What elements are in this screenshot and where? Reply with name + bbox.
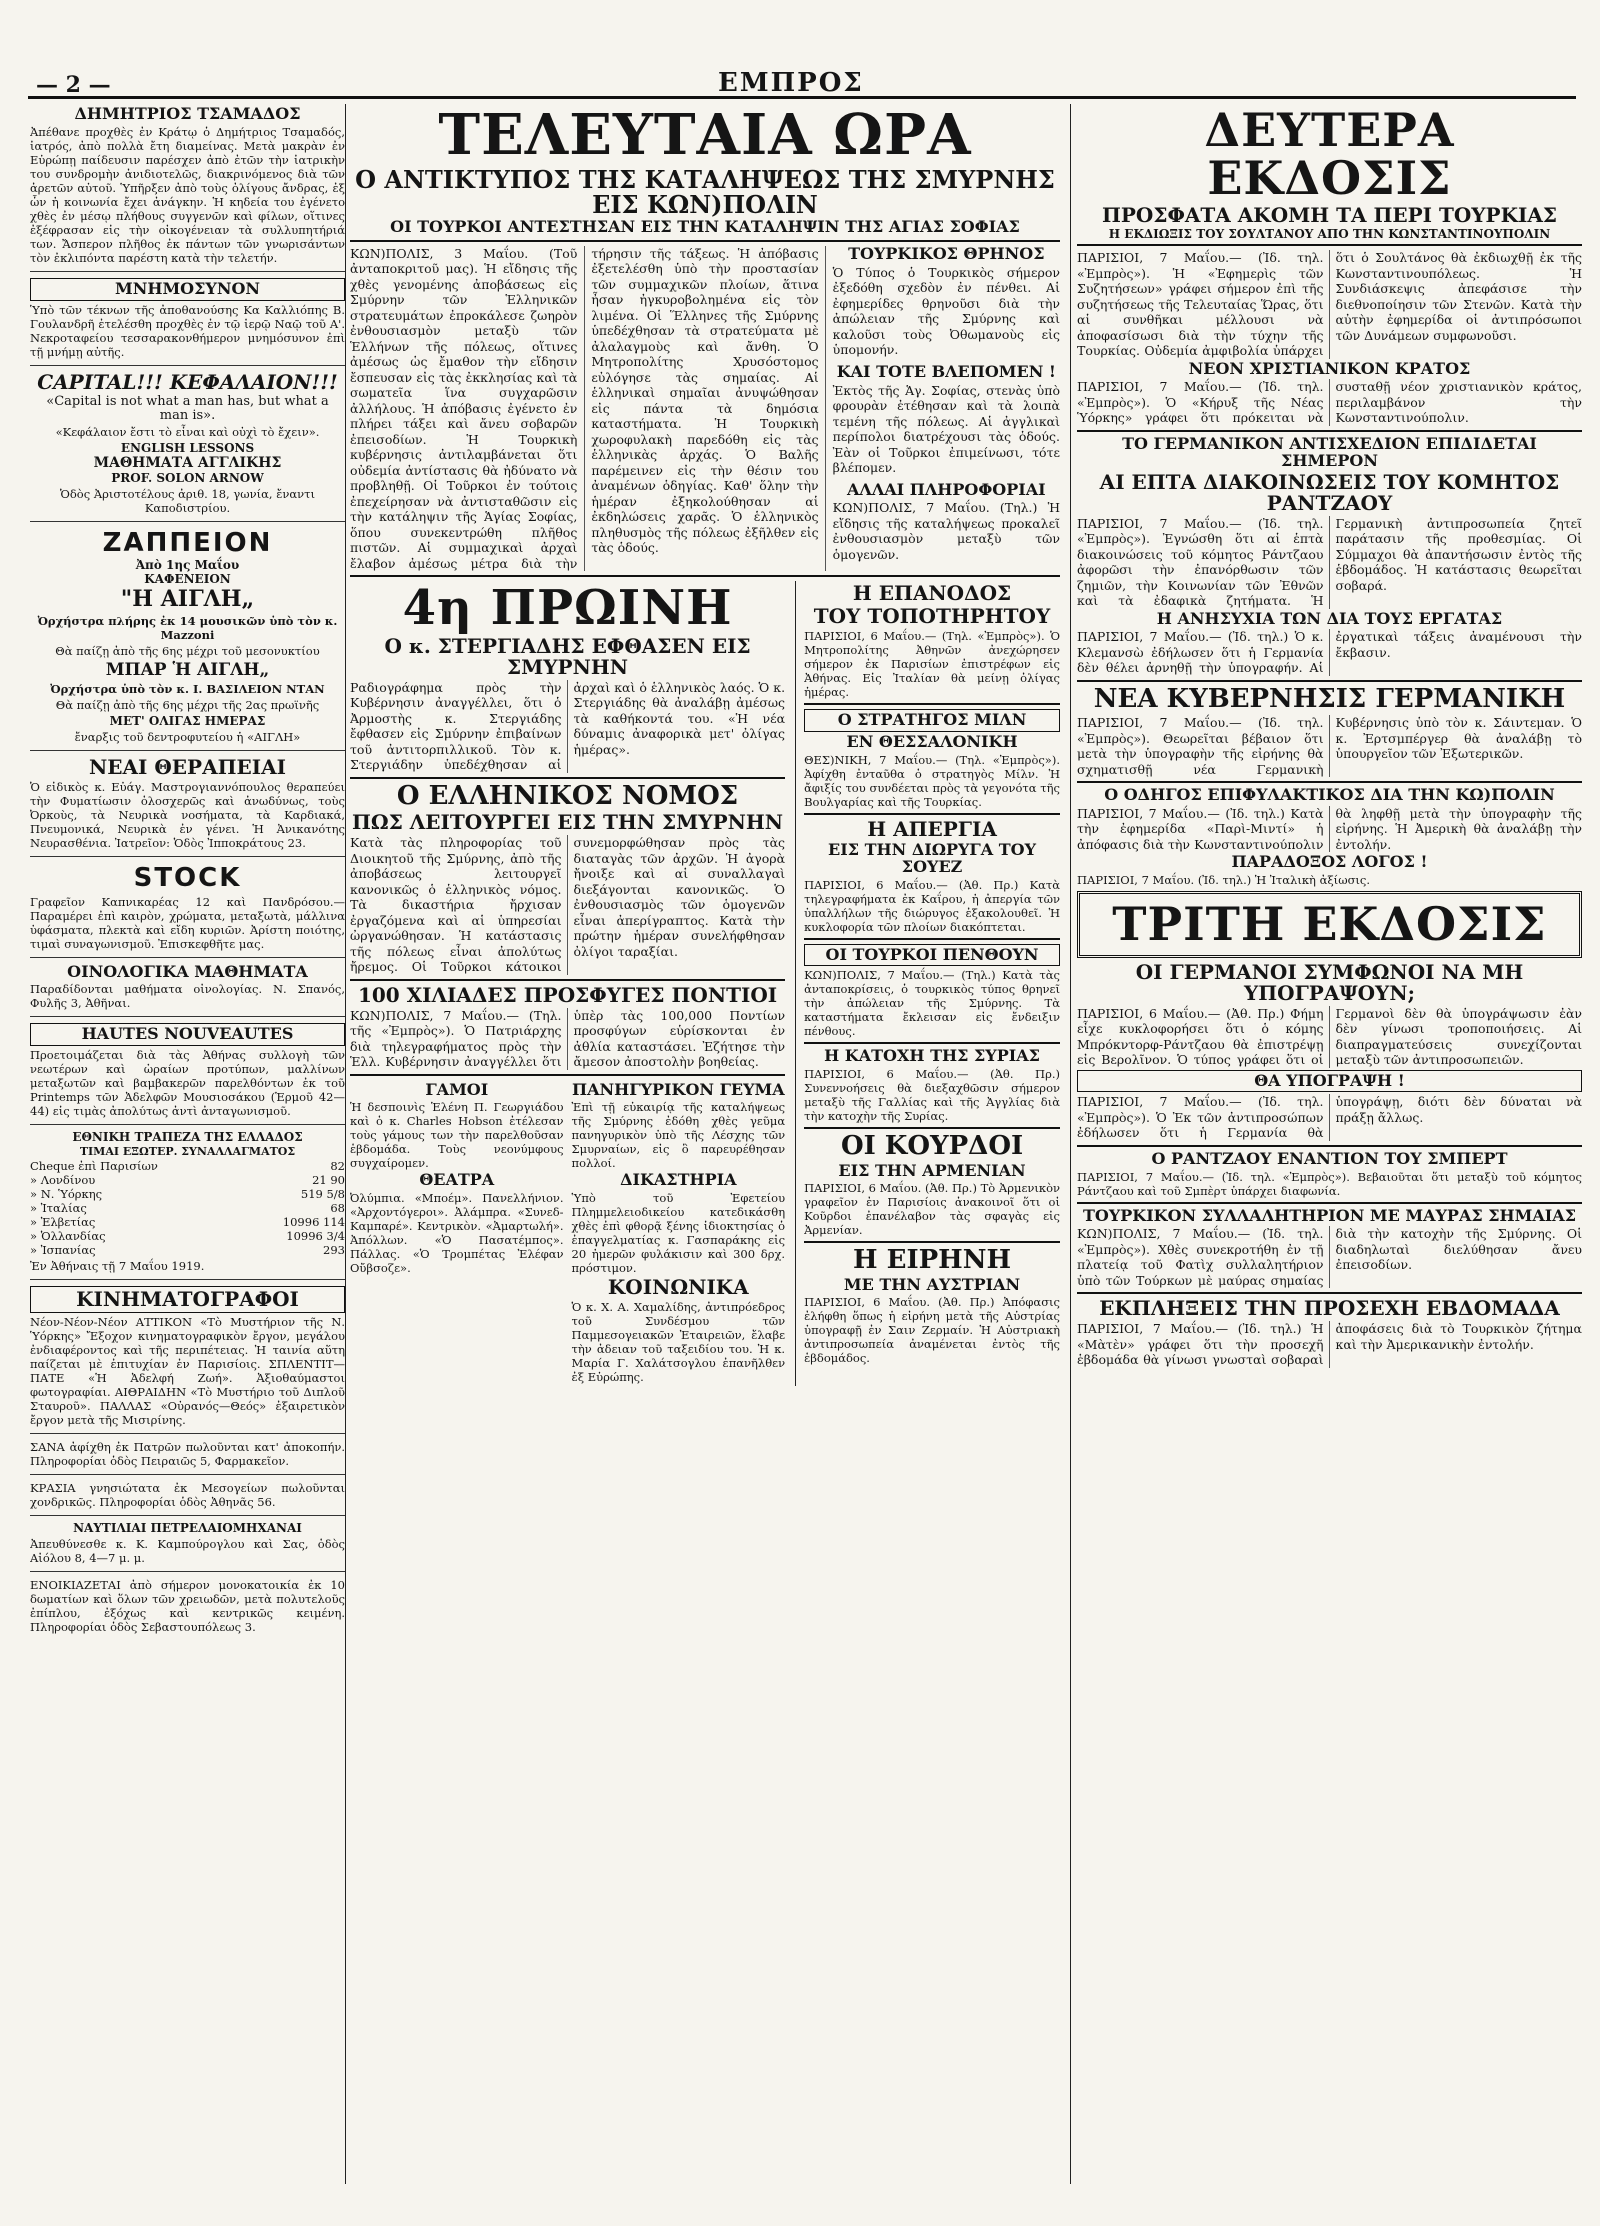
- rally-headline: ΤΟΥΡΚΙΚΟΝ ΣΥΛΛΑΛΗΤΗΡΙΟΝ ΜΕ ΜΑΥΡΑΣ ΣΗΜΑΙΑΣ: [1082, 1205, 1577, 1225]
- guide-text: ΠΑΡΙΣΙΟΙ, 7 Μαΐου.— (Ἰδ. τηλ.) Κατὰ τὴν ἐφημερίδα «Παρὶ-Μιντί» ἡ ἀπόφασις διὰ τὴν Κωνσταντινούπολιν θὰ ληφθῇ μετὰ τὴν ὑπογραφὴν τῆς εἰρήνης. Ἡ Ἀμερικὴ θὰ ἀναλάβῃ τὴν ἐντολήν.: [1077, 805, 1582, 852]
- strike-subheadline: ΕΙΣ ΤΗΝ ΔΙΩΡΥΓΑ ΤΟΥ ΣΟΥΕΖ: [828, 840, 1037, 876]
- dinner-section: [572, 1080, 786, 1387]
- hautes-ad: [30, 1023, 345, 1125]
- strike-text: ΠΑΡΙΣΙΟΙ, 6 Μαΐου.— (Ἀθ. Πρ.) Κατὰ τηλεγραφήματα ἐκ Καΐρου, ἡ ἀπεργία τῶν ὑπαλλήλων τῆς διώρυγος ἐξακολουθεῖ. Ἡ κυκλοφορία τῶν πλοίων διακόπτεται.: [804, 877, 1060, 934]
- english-lessons: ENGLISH LESSONS: [120, 440, 255, 455]
- tourkiko-title: ΤΟΥΡΚΙΚΟΣ ΘΡΗΝΟΣ: [848, 243, 1045, 263]
- wine-lessons-text: Παραδίδονται μαθήματα οἰνολογίας. Ν. Σπανός, Φυλῆς 3, Ἀθῆναι.: [30, 982, 345, 1011]
- tourkiko-text: Ὁ Τύπος ὁ Τουρκικὸς σήμερον ἐξεδόθη σχεδὸν ἐν πένθει. Αἱ ἐφημερίδες θρηνοῦσι διὰ τὴν ἀπώλειαν τῆς Σμύρνης καὶ καλοῦσι τοὺς Ὀθωμανοὺς εἰς ὑπομονήν.: [832, 264, 1060, 358]
- paradox-text: ΠΑΡΙΣΙΟΙ, 7 Μαΐου. (Ἰδ. τηλ.) Ἡ Ἰταλικὴ ἀξίωσις.: [1077, 873, 1371, 888]
- right-section: [1070, 104, 1582, 2184]
- new-state-headline: ΝΕΟΝ ΧΡΙΣΤΙΑΝΙΚΟΝ ΚΡΑΤΟΣ: [1188, 358, 1471, 378]
- mourning-text: ΚΩΝ)ΠΟΛΙΣ, 7 Μαΐου.— (Τηλ.) Κατὰ τὰς ἀνταποκρίσεις, ὁ τουρκικὸς τύπος θρηνεῖ τὴν ἀπώλειαν τῆς Σμύρνης. Τὰ καταστήματα ἔκλεισαν εἰς ἔνδειξιν πένθους.: [804, 968, 1060, 1039]
- exchange-row: Cheque ἐπὶ Παρισίων 82: [30, 1159, 345, 1174]
- law-text: Κατὰ τὰς πληροφορίας τοῦ Διοικητοῦ τῆς Σμύρνης, ἀπὸ τῆς ἀποβάσεως λειτουργεῖ κανονικῶς ὁ ἑλληνικὸς νόμος. Τὰ δικαστήρια ἤρχισαν ἐργαζόμενα καὶ αἱ ὑπηρεσίαι ὠργανώθησαν. Ἡ κατάστασις τῆς πόλεως εἶναι ἀπολύτως ἤρεμος. Οἱ Τοῦρκοι κάτοικοι συνεμορφώθησαν πρὸς τὰς διαταγὰς τῶν ἀρχῶν. Ἡ ἀγορὰ ἤνοιξε καὶ αἱ συναλλαγαὶ διεξάγονται κανονικῶς. Ὁ ἐνθουσιασμὸς τῶν ὁμογενῶν εἶναι ἀπερίγραπτος. Κατὰ τὴν πρώτην ἡμέραν συνελήφθησαν ὀλίγοι ταραξίαι.: [350, 835, 786, 975]
- milne-headline: Ο ΣΤΡΑΤΗΓΟΣ ΜΙΛΝ: [804, 709, 1060, 732]
- aigli-name: "Η ΑΙΓΛΗ„: [120, 585, 255, 612]
- schubert-text: ΠΑΡΙΣΙΟΙ, 7 Μαΐου.— (Ἰδ. τηλ. «Ἐμπρὸς»). Βεβαιοῦται ὅτι μεταξὺ τοῦ κόμητος Ράντζαου καὶ τοῦ Σμπὲρτ ὑπάρχει διαφωνία.: [1077, 1169, 1582, 1198]
- dinner-text: Ἐπὶ τῇ εὐκαιρίᾳ τῆς καταλήψεως τῆς Σμύρνης ἐδόθη χθὲς γεῦμα πανηγυρικὸν ὑπὸ τῆς Λέσχης τῶν Σμυρναίων, εἰς ὃ παρευρέθησαν πολλοί.: [571, 1100, 786, 1171]
- soon-label: ΜΕΤ' ΟΛΙΓΑΣ ΗΜΕΡΑΣ: [109, 713, 266, 728]
- therapies-title: ΝΕΑΙ ΘΕΡΑΠΕΙΑΙ: [89, 754, 286, 779]
- lower-small-news: [350, 1080, 785, 1387]
- syria-text: ΠΑΡΙΣΙΟΙ, 6 Μαΐου.— (Ἀθ. Πρ.) Συνεννοήσεις θὰ διεξαχθῶσιν σήμερον μεταξὺ τῆς Γαλλίας καὶ τῆς Ἀγγλίας διὰ τὴν κατοχὴν τῆς Συρίας.: [804, 1067, 1060, 1124]
- exchange-row: » Ν. Ὑόρκης 519 5/8: [30, 1187, 345, 1202]
- workers-text: ΠΑΡΙΣΙΟΙ, 7 Μαΐου.— (Ἰδ. τηλ.) Ὁ κ. Κλεμανσὼ ἐδήλωσεν ὅτι ἡ Γερμανία δὲν θέλει ἀρνηθῇ τὴν ὑπογραφήν. Αἱ ἐργατικαὶ τάξεις ἀναμένουσι τὴν ἔκβασιν.: [1077, 629, 1582, 676]
- orchestra-2: Ὀρχήστρα ὑπὸ τὸν κ. Ι. ΒΑΣΙΛΕΙΟΝ ΝΤΑΝ: [50, 681, 325, 696]
- kurds-headline: ΟΙ ΚΟΥΡΔΟΙ: [840, 1131, 1024, 1162]
- stock-title: STOCK: [133, 862, 242, 893]
- zappeion-title: ΖΑΠΠΕΙΟΝ: [102, 527, 273, 558]
- therapies-ad: [30, 754, 345, 857]
- smyrna-headline: Ο ΑΝΤΙΚΤΥΠΟΣ ΤΗΣ ΚΑΤΑΛΗΨΕΩΣ ΤΗΣ ΣΜΥΡΝΗΣ ΕΙΣ ΚΩΝ)ΠΟΛΙΝ: [355, 164, 1055, 219]
- cinemas-title: ΚΙΝΗΜΑΤΟΓΡΑΦΟΙ: [30, 1286, 345, 1313]
- capital-quote: «Capital is not what a man has, but what a man is».: [46, 393, 329, 423]
- german-text: ΠΑΡΙΣΙΟΙ, 7 Μαΐου.— (Ἰδ. τηλ. «Ἐμπρὸς»). Ἐγνώσθη ὅτι αἱ ἑπτὰ διακοινώσεις τοῦ κόμητος Ράντζαου ἀφορῶσι τὴν ἐπανόρθωσιν τῶν ζημιῶν, τὴν Κοινωνίαν τῶν Ἐθνῶν καὶ τὰ ἐδαφικὰ ζητήματα. Ἡ Γερμανικὴ ἀντιπροσωπεία ζητεῖ παράτασιν τῆς προθεσμίας. Οἱ Σύμμαχοι θὰ ἀπαντήσωσιν ἐντὸς τῆς ἑβδομάδος. Ἡ κατάστασις θεωρεῖται σοβαρά.: [1077, 515, 1582, 609]
- lower-middle-right: [795, 581, 1060, 1386]
- strike-headline: Η ΑΠΕΡΓΙΑ: [867, 817, 997, 842]
- rent-ad: [30, 1578, 345, 1634]
- classified-sana: [30, 1440, 345, 1475]
- lower-middle: [350, 581, 1060, 1386]
- theatres-title: ΘΕΑΤΡΑ: [419, 1170, 495, 1190]
- weddings-text: Ἡ δεσποινὶς Ἑλένη Π. Γεωργιάδου καὶ ὁ κ. Charles Hobson ἐτέλεσαν τοὺς γάμους των τὴν παρελθοῦσαν ἑβδομάδα. Τοὺς νεονύμφους συγχαίρομεν.: [350, 1100, 564, 1171]
- therapies-text: Ὁ εἰδικὸς κ. Εὐάγ. Μαστρογιαννόπουλος θεραπεύει τὴν Φυματίωσιν ὁλοσχερῶς καὶ ἀνωδύνως, τοὺς Ὀρκοὺς, τὰ Νευρικὰ νοσήματα, τὰ Καρδιακά, Πνευμονικά, Νευρικὰ ἐν γένει. Ἡ Ἀνικανότης Νευρασθένια. Ἰατρεῖον: Ὁδὸς Ἰπποκράτους 23.: [30, 779, 345, 850]
- turkey-text: ΠΑΡΙΣΙΟΙ, 7 Μαΐου.— (Ἰδ. τηλ. «Ἐμπρὸς»). Ἡ «Ἐφημερὶς τῶν Συζητήσεων» γράφει σήμερον ἐπὶ τῆς συζητήσεως τῆς Τελευταίας Ὥρας, ὅτι αἱ συνθῆκαι μέλλουσι νὰ ἀποφασίσωσι διὰ τὴν τύχην τῆς Τουρκίας. Οὐδεμία ἀμφιβολία ὑπάρχει ὅτι ὁ Σουλτάνος θὰ ἐκδιωχθῇ ἐκ τῆς Κωνσταντινουπόλεως. Ἡ Συνδιάσκεψις ἀπεφάσισε τὴν διεθνοποίησιν τῶν Στενῶν. Κατὰ τὴν αὐτὴν ἐφημερίδα οἱ ἀντιπρόσωποι τῶν Δυνάμεων συμφωνοῦσι.: [1077, 250, 1582, 359]
- left-column: [30, 104, 346, 2184]
- social-title: ΚΟΙΝΩΝΙΚΑ: [607, 1275, 749, 1300]
- turkey-subheadline: Η ΕΚΔΙΩΞΙΣ ΤΟΥ ΣΟΥΛΤΑΝΟΥ ΑΠΟ ΤΗΝ ΚΩΝΣΤΑΝΤΙΝΟΥΠΟΛΙΝ: [1108, 226, 1551, 241]
- return-headline: Η ΕΠΑΝΟΔΟΣ: [852, 581, 1012, 606]
- morning-banner: 4η ΠΡΩΙΝΗ: [402, 580, 733, 637]
- agree-text: ΠΑΡΙΣΙΟΙ, 6 Μαΐου.— (Ἀθ. Πρ.) Φήμη εἶχε κυκλοφορήσει ὅτι ὁ κόμης Μπρόκντορφ-Ράντζαου θὰ ἐπιστρέψῃ εἰς Βερολῖνον. Ὁ τύπος γράφει ὅτι οἱ Γερμανοὶ δὲν θὰ ὑπογράψωσιν ἐὰν δὲν γίνωσι τροποποιήσεις. Αἱ διαπραγματεύσεις συνεχίζονται μεταξὺ τῶν ἀντιπροσωπειῶν.: [1077, 1005, 1582, 1068]
- obituary-title: ΔΗΜΗΤΡΙΟΣ ΤΣΑΜΑΔΟΣ: [74, 104, 301, 123]
- orchestra-1-hours: Θὰ παίζῃ ἀπὸ τῆς 6ης μέχρι τοῦ μεσονυκτίου: [55, 643, 320, 658]
- government-headline: ΝΕΑ ΚΥΒΕΡΝΗΣΙΣ ΓΕΡΜΑΝΙΚΗ: [1093, 683, 1566, 714]
- exchange-table: [30, 1159, 345, 1257]
- lessons-title: ΜΑΘΗΜΑΤΑ ΑΓΓΛΙΚΗΣ: [93, 454, 282, 471]
- second-edition-banner: ΔΕΥΤΕΡΑ ΕΚΔΟΣΙΣ: [1204, 104, 1455, 206]
- bar-name: ΜΠΑΡ Ἡ ΑΙΓΛΗ„: [105, 659, 270, 680]
- courts-title: ΔΙΚΑΣΤΗΡΙΑ: [620, 1170, 737, 1190]
- page-number: — 2 —: [36, 72, 111, 98]
- professor-name: PROF. SOLON ARNOW: [111, 470, 264, 485]
- stergiadis-headline: Ο κ. ΣΤΕΡΓΙΑΔΗΣ ΕΦΘΑΣΕΝ ΕΙΣ ΣΜΥΡΝΗΝ: [384, 633, 751, 679]
- memorial-section: [30, 278, 345, 366]
- hautes-text: Προετοιμάζεται διὰ τὰς Ἀθήνας συλλογὴ τῶν νεωτέρων καὶ ὡραίων προτύπων, μαλλίνων μεταξωτῶν καὶ βαμβακερῶν παρελθόντων ἐκ τοῦ Printemps τῶν Ἀδελφῶν Μουσιοσάκου (Ἑρμοῦ 42—44) εἰς τιμὰς ἀπολύτως ἀντὶ ἀνταγωνισμοῦ.: [30, 1048, 345, 1119]
- bank-subtitle: ΤΙΜΑΙ ΕΞΩΤΕΡ. ΣΥΝΑΛΛΑΓΜΑΤΟΣ: [79, 1144, 296, 1158]
- stock-text: Γραφεῖον Καπνικαρέας 12 καὶ Πανδρόσου.— Παραμέρει ἐπὶ καιρὸν, χρώματα, μεταξωτὰ, μάλλινα ὑφάσματα, πλεκτὰ καὶ εἴδη κυριῶν. Ἀρίστη ποιότης, τιμαὶ συναγωνισμοῦ. Ἐπισκεφθῆτε μας.: [30, 894, 345, 951]
- will-sign-headline: ΘΑ ΥΠΟΓΡΑΨΗ !: [1077, 1070, 1582, 1093]
- exchange-row: » Λονδίνου 21 90: [30, 1173, 345, 1188]
- courts-text: Ὑπὸ τοῦ Ἐφετείου Πλημμελειοδικείου κατεδικάσθη χθὲς ἐπὶ φθορᾷ ξένης ἰδιοκτησίας ὁ ἐπαγγελματίας κ. Γασπαράκης εἰς 20 ἡμερῶν φυλάκισιν καὶ 300 δρχ. πρόστιμον.: [571, 1191, 786, 1276]
- rent-text: ΕΝΟΙΚΙΑΖΕΤΑΙ ἀπὸ σήμερον μονοκατοικία ἐκ 10 δωματίων καὶ ὅλων τῶν χρειωδῶν, μετὰ πολυτελοῦς ἐπίπλου, ἐξόχως καὶ κεντρικῶς κειμένη. Πληροφορίαι ὁδὸς Σεβαστουπόλεως 3.: [30, 1577, 345, 1634]
- surprises-text: ΠΑΡΙΣΙΟΙ, 7 Μαΐου.— (Ἰδ. τηλ.) Ἡ «Μὰτὲν» γράφει ὅτι τὴν προσεχῆ ἑβδομάδα θὰ γίνωσι γνωσταὶ σοβαραὶ ἀποφάσεις διὰ τὸ Τουρκικὸν ζήτημα καὶ τὴν Ἀμερικανικὴν ἐντολήν.: [1077, 1321, 1582, 1368]
- cinemas-section: [30, 1286, 345, 1434]
- cafe-label: ΚΑΦΕΝΕΙΟΝ: [144, 571, 231, 586]
- capital-translation: «Κεφάλαιον ἔστι τὸ εἶναι καὶ οὐχὶ τὸ ἔχειν».: [55, 424, 320, 439]
- peace-text: ΠΑΡΙΣΙΟΙ, 6 Μαΐου. (Ἀθ. Πρ.) Ἀπόφασις ἐλήφθη ὅπως ἡ εἰρήνη μετὰ τῆς Αὐστρίας ὑπογραφῇ ἐν Σαιν Ζερμαίν. Ἡ Αὐστριακὴ ἀντιπροσωπεία ἀναμένεται ἐντὸς τῆς ἑβδομάδος.: [804, 1295, 1060, 1366]
- third-edition-banner: ΤΡΙΤΗ ΕΚΔΟΣΙΣ: [1112, 897, 1547, 952]
- sana-text: ΣΑΝΑ ἀφίχθη ἐκ Πατρῶν πωλοῦνται κατ' ἀποκοπήν. Πληροφορίαι ὁδὸς Πειραιῶς 5, Φαρμακεῖον.: [30, 1440, 345, 1469]
- paradox-headline: ΠΑΡΑΔΟΞΟΣ ΛΟΓΟΣ !: [1231, 852, 1428, 872]
- obituary-section: [30, 106, 345, 272]
- german-headline: ΤΟ ΓΕΡΜΑΝΙΚΟΝ ΑΝΤΙΣΧΕΔΙΟΝ ΕΠΙΔΙΔΕΤΑΙ ΣΗΜΕΡΟΝ: [1122, 433, 1537, 470]
- capital-ad: [30, 369, 345, 522]
- orchestra-1: Ὀρχήστρα πλήρης ἐκ 14 μουσικῶν ὑπὸ τὸν κ. Mazzoni: [37, 613, 338, 642]
- smyrna-subheadline: ΟΙ ΤΟΥΡΚΟΙ ΑΝΤΕΣΤΗΣΑΝ ΕΙΣ ΤΗΝ ΚΑΤΑΛΗΨΙΝ ΤΗΣ ΑΓΙΑΣ ΣΟΦΙΑΣ: [390, 217, 1020, 237]
- middle-section: [350, 104, 1060, 2184]
- german-subheadline: ΑΙ ΕΠΤΑ ΔΙΑΚΟΙΝΩΣΕΙΣ ΤΟΥ ΚΟΜΗΤΟΣ ΡΑΝΤΖΑΟΥ: [1099, 469, 1560, 515]
- refugees-text: ΚΩΝ)ΠΟΛΙΣ, 7 Μαΐου.— (Τηλ. τῆς «Ἐμπρὸς»). Ὁ Πατριάρχης διὰ τηλεγραφήματος πρὸς τὴν Ἑλλ. Κυβέρνησιν ἀναγγέλλει ὅτι ὑπὲρ τὰς 100,000 Ποντίων προσφύγων εὑρίσκονται ἐν ἀθλία καταστάσει. Ἐζήτησε τὴν ἄμεσον ἀποστολὴν βοηθείας.: [350, 1007, 786, 1070]
- allai-text: ΚΩΝ)ΠΟΛΙΣ, 7 Μαΐου. (Τηλ.) Ἡ εἴδησις τῆς καταλήψεως προκαλεῖ ἐνθουσιασμὸν μεταξὺ τῶν ὁμογενῶν.: [832, 500, 1060, 562]
- kai-tote-title: ΚΑΙ ΤΟΤΕ ΒΛΕΠΟΜΕΝ !: [836, 361, 1056, 381]
- wine-lessons-title: ΟΙΝΟΛΟΓΙΚΑ ΜΑΘΗΜΑΤΑ: [67, 961, 308, 981]
- allai-title: ΑΛΛΑΙ ΠΛΗΡΟΦΟΡΙΑΙ: [847, 479, 1046, 499]
- stergiadis-text: Ραδιογράφημα πρὸς τὴν Κυβέρνησιν ἀναγγέλλει, ὅτι ὁ Ἀρμοστὴς κ. Στεργιάδης ἔφθασεν εἰς Σμύρνην ἐπιβαίνων τοῦ ἀντιτορπιλλικοῦ. Τὸν κ. Στεργιάδην ὑπεδέχθησαν αἱ ἀρχαὶ καὶ ὁ ἑλληνικὸς λαός. Ὁ κ. Στεργιάδης θὰ ἀναλάβῃ ἀμέσως τὰ καθήκοντά του. «Ἡ νέα δύναμις ἀναφορικὰ μετ' ὀλίγας ἡμέρας».: [350, 679, 786, 773]
- soon-text: ἔναρξις τοῦ δεντροφυτείου ἡ «ΑΙΓΛΗ»: [74, 729, 301, 744]
- engines-title: ΝΑΥΤΙΛΙΑΙ ΠΕΤΡΕΛΑΙΟΜΗΧΑΝΑΙ: [73, 1521, 302, 1536]
- milne-subheadline: ΕΝ ΘΕΣΣΑΛΟΝΙΚΗ: [846, 732, 1018, 752]
- rally-text: ΚΩΝ)ΠΟΛΙΣ, 7 Μαΐου.— (Ἰδ. τηλ. «Ἐμπρὸς»). Χθὲς συνεκροτήθη ἐν τῇ πλατείᾳ τοῦ Φατὶχ συλλαλητήριον ὑπὸ τῶν Τούρκων μὲ μαύρας σημαίας διὰ τὴν κατοχὴν τῆς Σμύρνης. Οἱ διαδηλωταὶ διελύθησαν ἄνευ ἐπεισοδίων.: [1077, 1226, 1582, 1288]
- kai-tote-text: Ἐκτὸς τῆς Ἁγ. Σοφίας, στενὰς ὑπὸ φρουρὰν ἐτέθησαν καὶ τὰ λοιπὰ τεμένη τῆς πόλεως. Αἱ ἀγγλικαὶ περίπολοι διατρέχουσι τὰς ὁδούς. Ἐὰν οἱ Τοῦρκοι ἐπιμείνωσι, τότε βλέπομεν.: [832, 382, 1060, 476]
- agree-headline: ΟΙ ΓΕΡΜΑΝΟΙ ΣΥΜΦΩΝΟΙ ΝΑ ΜΗ ΥΠΟΓΡΑΨΟΥΝ;: [1135, 959, 1524, 1005]
- cinemas-text: Νέον-Νέον-Νέον ΑΤΤΙΚΟΝ «Τὸ Μυστήριον τῆς Ν. Ὑόρκης» Ἔξοχον κινηματογραφικὸν ἔργον, μεγάλου ἐνδιαφέροντος καὶ τῆς περιπέτειας. Ἡ ταινία αὕτη παίζεται μὲ ἐπιτυχίαν ἐν Παρισίοις. ΣΠΛΕΝΤΙΤ—ΠΑΤΕ «Ἡ Ἀδελφή Ζωή». Ἀξιοθαύμαστοι φωτογραφίαι. ΑΙΘΡΑΙΔΗΝ «Τὸ Μυστήριο τοῦ Διπλοῦ Σταυροῦ». ΠΑΛΛΑΣ «Οὐρανός—Θεός» ἐξαιρετικὸν ἔργον μετὰ τῆς Μισιρίνης.: [30, 1315, 345, 1428]
- wine-lessons-ad: [30, 961, 345, 1018]
- bank-title: ΕΘΝΙΚΗ ΤΡΑΠΕΖΑ ΤΗΣ ΕΛΛΑΔΟΣ: [72, 1130, 303, 1145]
- workers-headline: Η ΑΝΗΣΥΧΙΑ ΤΩΝ ΔΙΑ ΤΟΥΣ ΕΡΓΑΤΑΣ: [1156, 608, 1503, 628]
- last-hour-banner: ΤΕΛΕΥΤΑΙΑ ΩΡΑ: [438, 104, 972, 168]
- exchange-row: » Ὁλλανδίας 10996 3/4: [30, 1229, 345, 1244]
- exchange-rates: [30, 1131, 345, 1280]
- theatres-text: Ὀλύμπια. «Μποέμ». Πανελλήνιον. «Ἀρχοντόγεροι». Ἀλάμπρα. «Συνεδ-Καμπαρέ». Κεντρικὸν. «Ἀμαρτωλή». Ἀπόλλων. «Ὁ Πασατέμπος». Πάλλας. «Ὁ Τρομπέτας Ἐλέφαν Οὔβσοζε».: [350, 1191, 564, 1276]
- kurds-text: ΠΑΡΙΣΙΟΙ, 6 Μαΐου. (Ἀθ. Πρ.) Τὸ Ἀρμενικὸν γραφεῖον ἐν Παρισίοις ἀνακοινοῖ ὅτι οἱ Κοῦρδοι ἐπανέλαβον τὰς σφαγὰς εἰς Ἀρμενίαν.: [804, 1181, 1060, 1238]
- obituary-text: Ἀπέθανε προχθὲς ἐν Κράτῳ ὁ Δημήτριος Τσαμαδός, ἰατρός, ἀπὸ πολλὰ ἔτη διαμείνας. Μετὰ μακρὰν ἐν Εὐρώπῃ παίδευσιν παρέσχεν ἀπὸ ἐτῶν τὴν ἰατρικὴν του συνδρομὴν ἀνιδιοτελῶς, διακρινόμενος διὰ τῶν ἀρετῶν αὐτοῦ. Ὑπῆρξεν ἀπὸ τοὺς ὀλίγους ἄνδρας, ἐξ ὧν ἡ κοινωνία ἔχει ἀνάγκην. Ἡ κηδεία του ἐγένετο χθὲς ἐν μέσῳ πλήθους συγγενῶν καὶ φίλων, οἵτινες ἐξέφρασαν εἰς τὴν οἰκογένειαν τὰ συλλυπητήριά των. Ἄσπερον πλῆθος ἐκ πάντων τῶν γνωρισάντων τὸν ἐκλιπόντα παρέστη κατὰ τὴν τελετήν.: [30, 124, 345, 265]
- surprises-headline: ΕΚΠΛΗΞΕΙΣ ΤΗΝ ΠΡΟΣΕΧΗ ΕΒΔΟΜΑΔΑ: [1099, 1296, 1560, 1321]
- peace-headline: Η ΕΙΡΗΝΗ: [853, 1245, 1012, 1276]
- syria-headline: Η ΚΑΤΟΧΗ ΤΗΣ ΣΥΡΙΑΣ: [824, 1046, 1040, 1066]
- refugees-headline: 100 ΧΙΛΙΑΔΕΣ ΠΡΟΣΦΥΓΕΣ ΠΟΝΤΙΟΙ: [357, 982, 778, 1007]
- engines-ad: [30, 1522, 345, 1572]
- guide-headline: Ο ΟΔΗΓΟΣ ΕΠΙΦΥΛΑΚΤΙΚΟΣ ΔΙΑ ΤΗΝ ΚΩ)ΠΟΛΙΝ: [1104, 785, 1555, 805]
- schubert-headline: Ο ΡΑΝΤΖΑΟΥ ΕΝΑΝΤΙΟΝ ΤΟΥ ΣΜΠΕΡΤ: [1151, 1148, 1508, 1168]
- government-text: ΠΑΡΙΣΙΟΙ, 7 Μαΐου.— (Ἰδ. τηλ. «Ἐμπρὸς»). Θεωρεῖται βέβαιον ὅτι μετὰ τὴν ὑπογραφὴν τῆς εἰρήνης θὰ σχηματισθῇ νέα Γερμανικὴ Κυβέρνησις ὑπὸ τὸν κ. Σάιντεμαν. Ὁ κ. Ἐρτσμπέργερ θὰ ἀναλάβῃ τὸ ὑπουργεῖον τῶν Ἐξωτερικῶν.: [1077, 715, 1582, 777]
- stock-ad: [30, 863, 345, 958]
- mourning-headline: ΟΙ ΤΟΥΡΚΟΙ ΠΕΝΘΟΥΝ: [804, 944, 1060, 967]
- hautes-title: HAUTES NOUVEAUTES: [30, 1023, 345, 1046]
- law-subheadline: ΠΩΣ ΛΕΙΤΟΥΡΓΕΙ ΕΙΣ ΤΗΝ ΣΜΥΡΝΗΝ: [352, 810, 784, 835]
- third-edition-box: [1077, 891, 1582, 957]
- weddings-section: [350, 1080, 564, 1387]
- social-text: Ὁ κ. Χ. Α. Χαμαλίδης, ἀντιπρόεδρος τοῦ Συνδέσμου τῶν Παμμεσογειακῶν Ἑταιρειῶν, ἔλαβε τὴν ἀδειαν τοῦ ταξειδίου του. Ἡ κ. Μαρία Γ. Χαλάτσογλου ἐπανῆλθεν ἐξ Εὐρώπης.: [571, 1300, 786, 1385]
- memorial-text: Ὑπὸ τῶν τέκνων τῆς ἀποθανούσης Κα Καλλιόπης Β. Γουλανδρῆ ἐτελέσθη προχθὲς ἐν τῷ ἱερῷ Ναῷ τοῦ Α'. Νεκροταφείου τεσσαρακονθήμερον μνημόσυνον ἐπὶ τῇ μνήμῃ αὐτῆς.: [30, 302, 345, 359]
- peace-subheadline: ΜΕ ΤΗΝ ΑΥΣΤΡΙΑΝ: [843, 1274, 1021, 1294]
- professor-address: Ὁδὸς Ἀριστοτέλους ἀριθ. 18, γωνία, ἔναντι Καποδιστρίου.: [60, 486, 315, 515]
- exchange-row: » Ἰταλίας 68: [30, 1201, 345, 1216]
- law-headline: Ο ΕΛΛΗΝΙΚΟΣ ΝΟΜΟΣ: [396, 780, 739, 811]
- will-sign-text: ΠΑΡΙΣΙΟΙ, 7 Μαΐου.— (Ἰδ. τηλ. «Ἐμπρὸς»). Ὁ Ἐκ τῶν ἀντιπροσώπων ἐδήλωσεν ὅτι ἡ Γερμανία θὰ ὑπογράψῃ, διότι δὲν δύναται νὰ πράξῃ ἄλλως.: [1077, 1094, 1582, 1141]
- return-subheadline: ΤΟΥ ΤΟΠΟΤΗΡΗΤΟΥ: [813, 604, 1051, 629]
- return-text: ΠΑΡΙΣΙΟΙ, 6 Μαΐου.— (Τηλ. «Ἐμπρὸς»). Ὁ Μητροπολίτης Ἀθηνῶν ἀνεχώρησεν σήμερον ἐκ Παρισίων ἐπιστρέφων εἰς Ἀθήνας. Εἰς Ἰταλίαν θὰ μείνῃ ὀλίγας ἡμέρας.: [804, 629, 1060, 700]
- zappeion-date: Ἀπὸ 1ης Μαΐου: [135, 557, 240, 572]
- classified-wines: [30, 1481, 345, 1516]
- zappeion-ad: [30, 528, 345, 751]
- kurds-subheadline: ΕΙΣ ΤΗΝ ΑΡΜΕΝΙΑΝ: [838, 1160, 1026, 1180]
- exchange-row: » Ἑλβετίας 10996 114: [30, 1215, 345, 1230]
- masthead: [28, 68, 1576, 99]
- lower-middle-left: [350, 581, 785, 1386]
- smyrna-article-text: ΚΩΝ)ΠΟΛΙΣ, 3 Μαΐου. (Τοῦ ἀνταποκριτοῦ μας). Ἡ εἴδησις τῆς χθὲς γενομένης ἀποβάσεως εἰς Σμύρνην τῶν Ἑλληνικῶν στρατευμάτων ἐπροκάλεσε ζωηρὸν ἐνθουσιασμὸν μεταξὺ τῶν Ἑλλήνων τῆς πόλεως, οἵτινες ἀμέσως ὡς ἔμαθον τὴν εἴδησιν ἔσπευσαν εἰς τὰς ἐκκλησίας καὶ τὰ σωματεῖα ἵνα συγχαρῶσιν ἀλλήλους. Ἡ ἀπόβασις ἐγένετο ἐν πλήρει τάξει καὶ ἄνευ σοβαρῶν ἐπεισοδίων. Ἡ Τουρκικὴ κυβέρνησις ἀντιλαμβάνεται ὅτι οὐδεμία ἀντίστασις θὰ ἠδύνατο νὰ προβληθῇ. Οἱ Τοῦρκοι ἐν τούτοις ἐπεχείρησαν νὰ ἀντισταθῶσιν εἰς τὴν κατάληψιν τῆς Ἁγίας Σοφίας, ὅπου συνεκεντρώθη πλῆθος πιστῶν. Αἱ συμμαχικαὶ ἀρχαὶ ἔλαβον ἀμέσως μέτρα διὰ τὴν τήρησιν τῆς τάξεως. Ἡ ἀπόβασις ἐξετελέσθη ὑπὸ τὴν προστασίαν τῶν συμμαχικῶν πλοίων, ἅτινα ἦσαν ἠγκυροβολημένα εἰς τὸν λιμένα. Οἱ Ἕλληνες τῆς Σμύρνης ὑπεδέχθησαν τὰ στρατεύματα μὲ ἀλαλαγμοὺς καὶ ἄνθη. Ὁ Μητροπολίτης Χρυσόστομος εὐλόγησε τὰς σημαίας. Αἱ ἑλληνικαὶ σημαῖαι ἀνυψώθησαν εἰς πάντα τὰ δημόσια καταστήματα. Ἡ Τουρκικὴ χωροφυλακὴ παρεδόθη εἰς τὰς ἑλληνικὰς ἀρχάς. Ὁ Βαλῆς παρέμεινεν εἰς τὴν θέσιν του ἀναμένων ὁδηγίας. Καθ' ὅλην τὴν ἡμέραν ἐξηκολούθησαν αἱ ἐκδηλώσεις χαρᾶς. Ὁ ἑλληνικὸς πληθυσμὸς τῆς πόλεως ἐξῆλθεν εἰς τὰς ὁδούς.: [350, 245, 819, 571]
- exchange-row: » Ἰσπανίας 293: [30, 1243, 345, 1258]
- memorial-title: ΜΝΗΜΟΣΥΝΟΝ: [30, 278, 345, 301]
- capital-title: CAPITAL!!! ΚΕΦΑΛΑΙΟΝ!!!: [37, 369, 338, 394]
- wines-text: ΚΡΑΣΙΑ γνησιώτατα ἐκ Μεσογείων πωλοῦνται χονδρικῶς. Πληροφορίαι ὁδὸς Ἀθηνᾶς 56.: [30, 1481, 345, 1510]
- turkey-headline: ΠΡΟΣΦΑΤΑ ΑΚΟΜΗ ΤΑ ΠΕΡΙ ΤΟΥΡΚΙΑΣ: [1102, 202, 1557, 227]
- new-state-text: ΠΑΡΙΣΙΟΙ, 7 Μαΐου.— (Ἰδ. τηλ. «Ἐμπρὸς»). Ὁ «Κήρυξ τῆς Νέας Ὑόρκης» γράφει ὅτι πρόκειται νὰ συσταθῇ νέον χριστιανικὸν κράτος, περιλαμβάνον τὴν Κωνσταντινούπολιν.: [1077, 379, 1582, 426]
- dinner-title: ΠΑΝΗΓΥΡΙΚΟΝ ΓΕΥΜΑ: [571, 1079, 785, 1099]
- weddings-title: ΓΑΜΟΙ: [425, 1079, 489, 1099]
- orchestra-2-hours: Θὰ παίζῃ ἀπὸ τῆς 6ης μέχρι τῆς 2ας πρωϊνῆς: [55, 697, 320, 712]
- bank-date: Ἐν Ἀθήναις τῇ 7 Μαΐου 1919.: [30, 1259, 205, 1274]
- engines-text: Ἀπευθύνεσθε κ. Κ. Καμπούρογλου καὶ Σας, ὁδὸς Αἰόλου 8, 4—7 μ. μ.: [30, 1536, 345, 1565]
- newspaper-title: ΕΜΠΡΟΣ: [718, 68, 864, 98]
- milne-text: ΘΕΣ)ΝΙΚΗ, 7 Μαΐου.— (Τηλ. «Ἐμπρὸς»). Ἀφίχθη ἐνταῦθα ὁ στρατηγὸς Μίλν. Ἡ ἄφιξίς του συνδέεται πρὸς τὰ γεγονότα τῆς Βουλγαρίας καὶ τῆς Τουρκίας.: [804, 753, 1060, 810]
- smyrna-article: [350, 243, 1060, 572]
